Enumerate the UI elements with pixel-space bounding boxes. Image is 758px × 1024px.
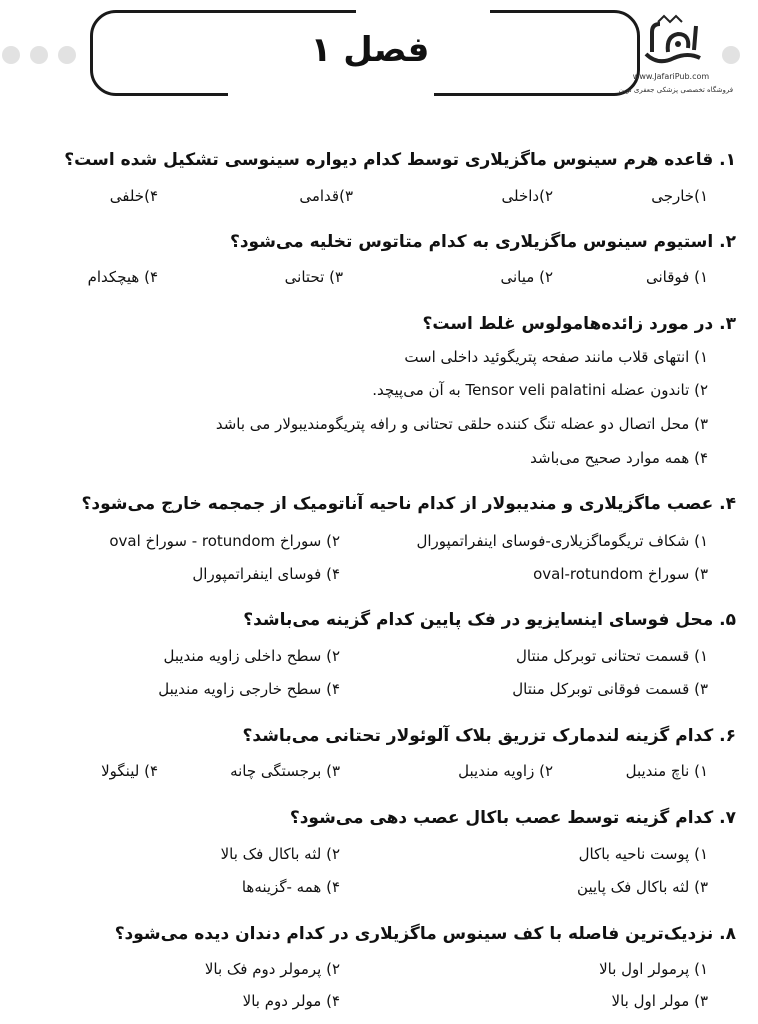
- q6-option-2[interactable]: ۲) زاویه مندیبل: [458, 762, 553, 780]
- logo-url: www.JafariPub.com: [632, 72, 710, 81]
- q7-option-1[interactable]: ۱) پوست ناحیه باکال: [578, 845, 708, 863]
- question-3: ۳. در مورد زائده‌هامولوس غلط است؟: [422, 314, 736, 334]
- question-8: ۸. نزدیک‌ترین فاصله با کف سینوس ماگزیلاری در کدام دندان دیده می‌شود؟: [114, 924, 736, 944]
- publisher-logo: [616, 14, 734, 96]
- q4-option-3[interactable]: ۳) سوراخ oval-rotundom: [533, 565, 708, 583]
- q3-option-3[interactable]: ۳) محل اتصال دو عضله تنگ کننده حلقی تحتانی و رافه پتریگومندیبولار می باشد: [215, 415, 708, 433]
- q3-option-4[interactable]: ۴) همه موارد صحیح می‌باشد: [530, 449, 708, 467]
- question-2: ۲. استیوم سینوس ماگزیلاری به کدام متاتوس تخلیه می‌شود؟: [229, 232, 736, 252]
- q1-option-2[interactable]: ۲)داخلی: [501, 187, 553, 205]
- q7-option-3[interactable]: ۳) لثه باکال فک پایین: [577, 878, 708, 896]
- chapter-title: فصل ۱: [310, 30, 430, 70]
- logo-shop-name: فروشگاه تخصصی پزشکی جعفری نوین: [618, 86, 734, 94]
- q6-option-1[interactable]: ۱) ناچ مندیبل: [625, 762, 708, 780]
- q2-option-1[interactable]: ۱) فوقانی: [645, 268, 708, 286]
- q6-option-4[interactable]: ۴) لینگولا: [101, 762, 158, 780]
- q5-option-3[interactable]: ۳) قسمت فوقانی توبرکل منتال: [512, 680, 708, 698]
- question-4: ۴. عصب ماگزیلاری و مندیبولار از کدام ناحیه آناتومیک از جمجمه خارج می‌شود؟: [81, 494, 736, 514]
- page-header: [0, 0, 758, 115]
- q3-option-2[interactable]: ۲) تاندون عضله Tensor veli palatini به آن می‌پیچد.: [372, 381, 708, 399]
- publisher-logo-icon: [638, 14, 710, 70]
- q5-option-4[interactable]: ۴) سطح خارجی زاویه مندیبل: [158, 680, 340, 698]
- q4-option-4[interactable]: ۴) فوسای اینفراتمپورال: [192, 565, 340, 583]
- q5-option-2[interactable]: ۲) سطح داخلی زاویه مندیبل: [163, 647, 340, 665]
- q8-option-1[interactable]: ۱) پرمولر اول بالا: [599, 960, 708, 978]
- dot-icon: [30, 46, 48, 64]
- q8-option-3[interactable]: ۳) مولر اول بالا: [611, 992, 708, 1010]
- q1-option-1[interactable]: ۱)خارجی: [651, 187, 708, 205]
- q8-option-4[interactable]: ۴) مولر دوم بالا: [242, 992, 340, 1010]
- q8-option-2[interactable]: ۲) پرمولر دوم فک بالا: [204, 960, 340, 978]
- q1-option-3[interactable]: ۳)قدامی: [299, 187, 353, 205]
- question-5: ۵. محل فوسای اینسایزیو در فک پایین کدام گزینه می‌باشد؟: [243, 610, 736, 630]
- q2-option-2[interactable]: ۲) میانی: [500, 268, 553, 286]
- question-7: ۷. کدام گزینه توسط عصب باکال عصب دهی می‌شود؟: [289, 808, 736, 828]
- q4-option-2[interactable]: ۲) سوراخ rotundom - سوراخ oval: [109, 532, 340, 550]
- q5-option-1[interactable]: ۱) قسمت تحتانی توبرکل منتال: [515, 647, 708, 665]
- q3-option-1[interactable]: ۱) انتهای قلاب مانند صفحه پتریگوئید داخلی است: [404, 348, 708, 366]
- question-1: ۱. قاعده هرم سینوس ماگزیلاری توسط کدام دیواره سینوسی تشکیل شده است؟: [64, 150, 736, 170]
- q2-option-3[interactable]: ۳) تحتانی: [284, 268, 343, 286]
- q6-option-3[interactable]: ۳) برجستگی چانه: [230, 762, 340, 780]
- dot-icon: [58, 46, 76, 64]
- q7-option-2[interactable]: ۲) لثه باکال فک بالا: [220, 845, 340, 863]
- q4-option-1[interactable]: ۱) شکاف تریگوماگزیلاری-فوسای اینفراتمپورال: [416, 532, 708, 550]
- q7-option-4[interactable]: ۴) همه -گزینه‌ها: [241, 878, 340, 896]
- question-6: ۶. کدام گزینه لندمارک تزریق بلاک آلوئولار تحتانی می‌باشد؟: [242, 726, 736, 746]
- q1-option-4[interactable]: ۴)خلفی: [109, 187, 158, 205]
- dot-icon: [2, 46, 20, 64]
- q2-option-4[interactable]: ۴) هیچکدام: [87, 268, 158, 286]
